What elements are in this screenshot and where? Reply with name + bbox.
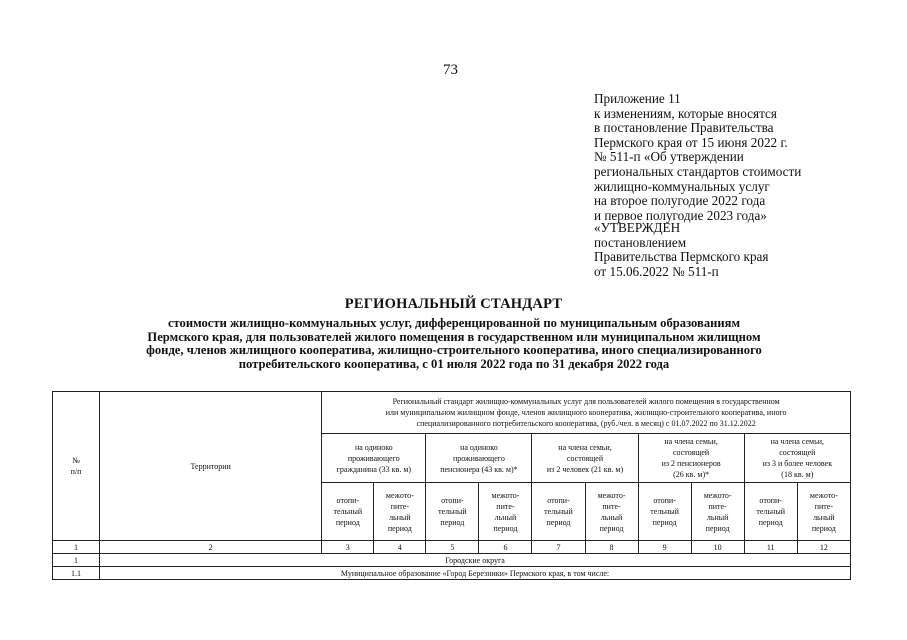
header-group — [426, 434, 532, 483]
header-group — [744, 434, 850, 483]
group-line: на одиноко — [460, 442, 498, 452]
header-main-line: или муниципальном жилищном фонде, членов жилищного кооператива, жилищно-строительного кооператива, иного — [385, 408, 787, 417]
sub-line: межото- — [385, 490, 414, 500]
sub-line: период — [440, 518, 465, 527]
subheader-heating — [322, 483, 374, 541]
subheader-heating — [532, 483, 585, 541]
column-number: 4 — [374, 541, 426, 554]
subheader-between — [585, 483, 638, 541]
group-line: на члена семьи, — [558, 442, 612, 452]
appendix-line: региональных стандартов стоимости — [594, 163, 802, 179]
sub-line: период — [546, 518, 571, 527]
appendix-line: Пермского края от 15 июня 2022 г. — [594, 134, 788, 150]
sub-line: межото- — [703, 490, 732, 500]
appendix-block — [594, 92, 801, 223]
sub-line: период — [811, 523, 836, 533]
sub-line: пите- — [708, 501, 727, 511]
subtitle-line: потребительского кооператива, с 01 июля 2022 года по 31 декабря 2022 года — [238, 356, 670, 371]
column-number: 8 — [585, 541, 638, 554]
group-line: (18 кв. м) — [781, 470, 814, 479]
column-number: 10 — [691, 541, 744, 554]
appendix-line: и первое полугодие 2023 года» — [594, 207, 767, 223]
page-number: 73 — [443, 62, 458, 78]
sub-line: период — [493, 523, 518, 533]
group-line: состоящей — [779, 448, 816, 457]
header-number-line: п/п — [70, 467, 82, 476]
sub-line: тельный — [756, 507, 785, 516]
group-line: проживающего — [452, 453, 505, 463]
sub-line: пите- — [496, 501, 515, 511]
sub-line: межото- — [809, 490, 838, 500]
sub-line: тельный — [544, 507, 573, 516]
subheader-between — [374, 483, 426, 541]
group-line: состоящей — [566, 453, 604, 463]
approved-line: от 15.06.2022 № 511-п — [594, 263, 719, 279]
approved-line: «УТВЕРЖДЕН — [594, 220, 681, 235]
sub-line: отопи- — [653, 496, 676, 505]
sub-line: отопи- — [547, 496, 570, 505]
sub-line: отопи- — [759, 496, 782, 505]
approved-line: Правительства Пермского края — [594, 249, 769, 265]
group-line: (26 кв. м)* — [673, 470, 710, 479]
subheader-heating — [744, 483, 797, 541]
group-line: на члена семьи, — [664, 437, 718, 446]
subtitle-line: фонде, членов жилищного кооператива, жилищно-строительного кооператива, иного специализированного — [146, 343, 762, 358]
subtitle-line: Пермского края, для пользователей жилого помещения в государственном или муниципальном жилищном — [147, 329, 761, 344]
group-line: состоящей — [673, 448, 710, 457]
subheader-heating — [638, 483, 691, 541]
group-line: пенсионера (43 кв. м)* — [440, 464, 518, 474]
header-main-line: Региональный стандарт жилищно-коммунальных услуг для пользователей жилого помещения в государственном — [392, 397, 780, 406]
column-number: 11 — [744, 541, 797, 554]
sub-line: льный — [600, 512, 623, 522]
header-group — [638, 434, 744, 483]
column-number: 5 — [426, 541, 479, 554]
sub-line: период — [335, 518, 360, 527]
header-main — [322, 392, 851, 434]
table-row — [53, 567, 851, 580]
subheader-heating — [426, 483, 479, 541]
appendix-line: жилищно-коммунальных услуг — [594, 178, 770, 194]
sub-line: межото- — [491, 490, 520, 500]
column-number: 6 — [479, 541, 532, 554]
column-number: 9 — [638, 541, 691, 554]
sub-line: тельный — [650, 507, 679, 516]
sub-line: льный — [706, 512, 729, 522]
header-group — [532, 434, 638, 483]
document-subtitle — [120, 317, 788, 371]
group-line: гражданина (33 кв. м) — [336, 464, 412, 474]
column-number: 1 — [53, 541, 100, 554]
sub-line: период — [599, 523, 624, 533]
group-line: на члена семьи, — [770, 437, 825, 446]
appendix-line: в постановление Правительства — [594, 120, 774, 136]
sub-line: пите- — [814, 501, 833, 511]
group-line: из 3 и более человек — [762, 459, 833, 468]
standards-table — [52, 391, 851, 580]
subheader-between — [691, 483, 744, 541]
sub-line: отопи- — [441, 496, 464, 505]
row-text: Городские округа — [100, 554, 851, 567]
approved-line: постановлением — [594, 234, 687, 250]
column-number: 2 — [100, 541, 322, 554]
header-number-cell — [53, 392, 100, 541]
column-number: 7 — [532, 541, 585, 554]
sub-line: льный — [494, 512, 517, 522]
sub-line: пите- — [390, 501, 409, 511]
approved-block — [594, 221, 768, 279]
group-line: проживающего — [347, 453, 400, 463]
header-territory: Территории — [100, 392, 322, 541]
document-title: РЕГИОНАЛЬНЫЙ СТАНДАРТ — [344, 296, 563, 312]
header-main-line: специализированного потребительского кооператива, (руб./чел. в месяц) с 01.07.2022 по 31.12.2022 — [416, 419, 756, 428]
sub-line: пите- — [602, 501, 621, 511]
appendix-line: на второе полугодие 2022 года — [594, 193, 766, 209]
header-number-line: № — [72, 456, 80, 465]
subtitle-line: стоимости жилищно-коммунальных услуг, дифференцированной по муниципальным образованиям — [167, 316, 741, 330]
sub-line: период — [652, 518, 677, 527]
row-text: Муниципальное образование «Город Березники» Пермского края, в том числе: — [100, 567, 851, 580]
group-line: из 2 пенсионеров — [661, 459, 721, 468]
group-line: на одиноко — [354, 442, 393, 452]
subheader-between — [797, 483, 850, 541]
sub-line: период — [758, 518, 783, 527]
sub-line: тельный — [333, 507, 363, 516]
sub-line: отопи- — [336, 496, 360, 505]
sub-line: межото- — [597, 490, 626, 500]
appendix-line: Приложение 11 — [594, 91, 681, 106]
sub-line: период — [387, 523, 412, 533]
sub-line: льный — [389, 512, 411, 522]
column-number: 3 — [322, 541, 374, 554]
group-line: из 2 человек (21 кв. м) — [546, 464, 624, 474]
sub-line: период — [705, 523, 730, 533]
row-number: 1.1 — [53, 567, 100, 580]
table-row — [53, 554, 851, 567]
sub-line: льный — [813, 512, 835, 522]
row-number: 1 — [53, 554, 100, 567]
appendix-line: к изменениям, которые вносятся — [594, 105, 777, 121]
subheader-between — [479, 483, 532, 541]
header-group — [322, 434, 426, 483]
sub-line: тельный — [438, 507, 467, 516]
column-number: 12 — [797, 541, 850, 554]
appendix-line: № 511-п «Об утверждении — [594, 149, 744, 165]
